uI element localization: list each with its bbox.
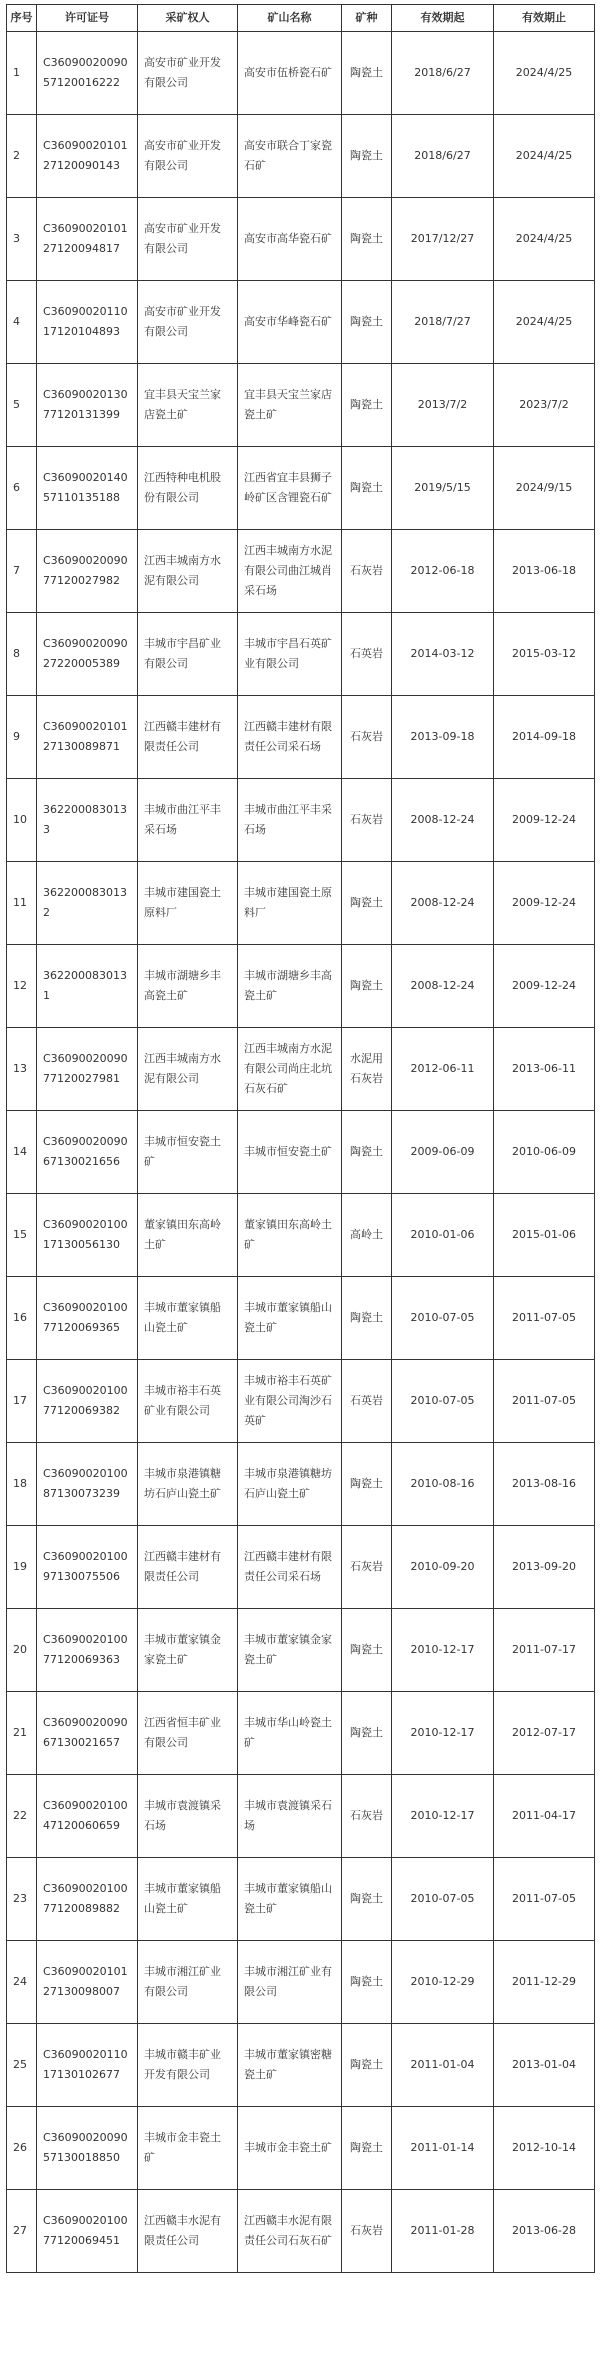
table-row — [7, 1194, 595, 1277]
cell-mine: 丰城市董家镇船山瓷土矿 — [238, 1277, 342, 1360]
cell-mine: 丰城市华山岭瓷土矿 — [238, 1692, 342, 1775]
cell-valid-from: 2011-01-04 — [392, 2024, 494, 2107]
cell-license: 3622000830131 — [37, 945, 138, 1028]
cell-mine: 江西赣丰水泥有限责任公司石灰石矿 — [238, 2190, 342, 2273]
cell-mineral: 陶瓷土 — [342, 1277, 392, 1360]
cell-license: C3609002010127120090143 — [37, 115, 138, 198]
cell-valid-to: 2013-06-11 — [494, 1028, 595, 1111]
cell-mine: 高安市华峰瓷石矿 — [238, 281, 342, 364]
cell-license: C3609002009077120027982 — [37, 530, 138, 613]
cell-holder: 丰城市曲江平丰采石场 — [138, 779, 238, 862]
table-row — [7, 115, 595, 198]
table-row — [7, 1111, 595, 1194]
cell-holder: 高安市矿业开发有限公司 — [138, 32, 238, 115]
cell-valid-to: 2015-01-06 — [494, 1194, 595, 1277]
cell-holder: 丰城市董家镇金家瓷土矿 — [138, 1609, 238, 1692]
cell-index: 4 — [7, 281, 37, 364]
cell-valid-to: 2015-03-12 — [494, 613, 595, 696]
cell-license: C3609002011017130102677 — [37, 2024, 138, 2107]
cell-index: 18 — [7, 1443, 37, 1526]
table-row — [7, 2024, 595, 2107]
cell-mineral: 石英岩 — [342, 1360, 392, 1443]
cell-license: C3609002010127120094817 — [37, 198, 138, 281]
cell-valid-to: 2011-07-05 — [494, 1277, 595, 1360]
cell-mineral: 陶瓷土 — [342, 945, 392, 1028]
cell-holder: 江西丰城南方水泥有限公司 — [138, 1028, 238, 1111]
cell-valid-from: 2008-12-24 — [392, 862, 494, 945]
cell-index: 21 — [7, 1692, 37, 1775]
cell-index: 26 — [7, 2107, 37, 2190]
cell-license: 3622000830133 — [37, 779, 138, 862]
cell-holder: 高安市矿业开发有限公司 — [138, 198, 238, 281]
cell-valid-from: 2014-03-12 — [392, 613, 494, 696]
cell-mineral: 石灰岩 — [342, 1526, 392, 1609]
header-valid-to: 有效期止 — [494, 5, 595, 32]
table-row — [7, 1609, 595, 1692]
table-row — [7, 862, 595, 945]
cell-mine: 江西省宜丰县狮子岭矿区含锂瓷石矿 — [238, 447, 342, 530]
cell-mineral: 高岭土 — [342, 1194, 392, 1277]
table-row — [7, 530, 595, 613]
table-row — [7, 1858, 595, 1941]
cell-index: 19 — [7, 1526, 37, 1609]
cell-index: 3 — [7, 198, 37, 281]
cell-mine: 丰城市湖塘乡丰高瓷土矿 — [238, 945, 342, 1028]
cell-valid-from: 2018/7/27 — [392, 281, 494, 364]
table-row — [7, 1443, 595, 1526]
cell-index: 2 — [7, 115, 37, 198]
cell-valid-from: 2012-06-18 — [392, 530, 494, 613]
cell-mineral: 陶瓷土 — [342, 447, 392, 530]
cell-holder: 江西丰城南方水泥有限公司 — [138, 530, 238, 613]
cell-license: C3609002009057120016222 — [37, 32, 138, 115]
cell-mineral: 陶瓷土 — [342, 1609, 392, 1692]
cell-holder: 丰城市袁渡镇采石场 — [138, 1775, 238, 1858]
cell-mineral: 陶瓷土 — [342, 198, 392, 281]
cell-valid-from: 2010-01-06 — [392, 1194, 494, 1277]
cell-holder: 江西特种电机股份有限公司 — [138, 447, 238, 530]
cell-index: 6 — [7, 447, 37, 530]
cell-license: C3609002009067130021656 — [37, 1111, 138, 1194]
cell-valid-from: 2010-07-05 — [392, 1277, 494, 1360]
cell-license: C3609002009077120027981 — [37, 1028, 138, 1111]
cell-license: C3609002009027220005389 — [37, 613, 138, 696]
cell-license: C3609002011017120104893 — [37, 281, 138, 364]
cell-holder: 高安市矿业开发有限公司 — [138, 281, 238, 364]
cell-valid-from: 2010-09-20 — [392, 1526, 494, 1609]
cell-index: 9 — [7, 696, 37, 779]
table-row — [7, 1941, 595, 2024]
cell-valid-from: 2011-01-14 — [392, 2107, 494, 2190]
cell-valid-to: 2011-04-17 — [494, 1775, 595, 1858]
cell-index: 1 — [7, 32, 37, 115]
table-row — [7, 32, 595, 115]
table-row — [7, 281, 595, 364]
cell-valid-from: 2019/5/15 — [392, 447, 494, 530]
cell-valid-from: 2010-12-17 — [392, 1692, 494, 1775]
cell-valid-to: 2013-08-16 — [494, 1443, 595, 1526]
table-row — [7, 613, 595, 696]
cell-valid-to: 2023/7/2 — [494, 364, 595, 447]
cell-valid-to: 2024/4/25 — [494, 32, 595, 115]
cell-index: 7 — [7, 530, 37, 613]
table-header — [7, 5, 595, 32]
cell-mineral: 陶瓷土 — [342, 1443, 392, 1526]
cell-mine: 丰城市袁渡镇采石场 — [238, 1775, 342, 1858]
cell-index: 12 — [7, 945, 37, 1028]
cell-holder: 丰城市湘江矿业有限公司 — [138, 1941, 238, 2024]
cell-mine: 丰城市宇昌石英矿业有限公司 — [238, 613, 342, 696]
table-row — [7, 447, 595, 530]
cell-holder: 江西省恒丰矿业有限公司 — [138, 1692, 238, 1775]
cell-valid-to: 2013-09-20 — [494, 1526, 595, 1609]
cell-valid-to: 2013-01-04 — [494, 2024, 595, 2107]
table-row — [7, 198, 595, 281]
cell-mine: 丰城市董家镇金家瓷土矿 — [238, 1609, 342, 1692]
cell-index: 13 — [7, 1028, 37, 1111]
cell-holder: 丰城市董家镇船山瓷土矿 — [138, 1277, 238, 1360]
cell-mineral: 石灰岩 — [342, 530, 392, 613]
cell-valid-to: 2009-12-24 — [494, 779, 595, 862]
cell-license: C3609002014057110135188 — [37, 447, 138, 530]
cell-valid-to: 2010-06-09 — [494, 1111, 595, 1194]
cell-index: 8 — [7, 613, 37, 696]
cell-holder: 丰城市泉港镇糖坊石庐山瓷土矿 — [138, 1443, 238, 1526]
cell-holder: 丰城市金丰瓷土矿 — [138, 2107, 238, 2190]
cell-holder: 丰城市宇昌矿业有限公司 — [138, 613, 238, 696]
cell-valid-to: 2024/4/25 — [494, 198, 595, 281]
cell-valid-to: 2012-07-17 — [494, 1692, 595, 1775]
cell-license: C3609002010077120069363 — [37, 1609, 138, 1692]
table-row — [7, 1028, 595, 1111]
cell-mineral: 陶瓷土 — [342, 281, 392, 364]
header-license: 许可证号 — [37, 5, 138, 32]
cell-license: C3609002010097130075506 — [37, 1526, 138, 1609]
table-row — [7, 2190, 595, 2273]
table-row — [7, 1277, 595, 1360]
table-row — [7, 779, 595, 862]
cell-mineral: 陶瓷土 — [342, 862, 392, 945]
cell-license: C3609002009057130018850 — [37, 2107, 138, 2190]
cell-index: 25 — [7, 2024, 37, 2107]
cell-valid-to: 2009-12-24 — [494, 945, 595, 1028]
cell-valid-from: 2018/6/27 — [392, 115, 494, 198]
table-row — [7, 1360, 595, 1443]
cell-mineral: 陶瓷土 — [342, 1111, 392, 1194]
cell-valid-from: 2011-01-28 — [392, 2190, 494, 2273]
cell-holder: 宜丰县天宝兰家店瓷土矿 — [138, 364, 238, 447]
cell-holder: 丰城市湖塘乡丰高瓷土矿 — [138, 945, 238, 1028]
cell-mine: 丰城市金丰瓷土矿 — [238, 2107, 342, 2190]
cell-mineral: 陶瓷土 — [342, 2024, 392, 2107]
mining-permit-table — [6, 4, 595, 2273]
cell-mine: 高安市联合丁家瓷石矿 — [238, 115, 342, 198]
cell-index: 14 — [7, 1111, 37, 1194]
cell-mine: 江西丰城南方水泥有限公司尚庄北坑石灰石矿 — [238, 1028, 342, 1111]
cell-valid-from: 2010-12-17 — [392, 1775, 494, 1858]
cell-valid-from: 2010-12-17 — [392, 1609, 494, 1692]
cell-mine: 高安市高华瓷石矿 — [238, 198, 342, 281]
cell-index: 10 — [7, 779, 37, 862]
cell-valid-to: 2024/4/25 — [494, 281, 595, 364]
cell-mineral: 石英岩 — [342, 613, 392, 696]
cell-valid-from: 2009-06-09 — [392, 1111, 494, 1194]
cell-valid-to: 2011-07-17 — [494, 1609, 595, 1692]
cell-index: 15 — [7, 1194, 37, 1277]
cell-holder: 江西赣丰水泥有限责任公司 — [138, 2190, 238, 2273]
cell-valid-from: 2008-12-24 — [392, 779, 494, 862]
cell-mine: 宜丰县天宝兰家店瓷土矿 — [238, 364, 342, 447]
table-body — [7, 32, 595, 2273]
table-row — [7, 696, 595, 779]
cell-mineral: 陶瓷土 — [342, 2107, 392, 2190]
cell-valid-from: 2010-08-16 — [392, 1443, 494, 1526]
table-row — [7, 2107, 595, 2190]
cell-holder: 江西赣丰建材有限责任公司 — [138, 696, 238, 779]
cell-license: C3609002010127130098007 — [37, 1941, 138, 2024]
cell-valid-to: 2014-09-18 — [494, 696, 595, 779]
cell-mine: 高安市伍桥瓷石矿 — [238, 32, 342, 115]
cell-holder: 高安市矿业开发有限公司 — [138, 115, 238, 198]
cell-valid-to: 2013-06-18 — [494, 530, 595, 613]
cell-mine: 江西赣丰建材有限责任公司采石场 — [238, 696, 342, 779]
cell-valid-from: 2010-07-05 — [392, 1858, 494, 1941]
cell-mineral: 石灰岩 — [342, 779, 392, 862]
table-row — [7, 1692, 595, 1775]
cell-holder: 丰城市赣丰矿业开发有限公司 — [138, 2024, 238, 2107]
cell-valid-from: 2013-09-18 — [392, 696, 494, 779]
cell-license: C3609002010127130089871 — [37, 696, 138, 779]
cell-holder: 丰城市恒安瓷土矿 — [138, 1111, 238, 1194]
cell-license: C3609002010077120069382 — [37, 1360, 138, 1443]
cell-valid-from: 2017/12/27 — [392, 198, 494, 281]
header-mineral: 矿种 — [342, 5, 392, 32]
cell-valid-to: 2012-10-14 — [494, 2107, 595, 2190]
cell-mine: 丰城市泉港镇糖坊石庐山瓷土矿 — [238, 1443, 342, 1526]
cell-valid-to: 2011-07-05 — [494, 1858, 595, 1941]
cell-holder: 董家镇田东高岭土矿 — [138, 1194, 238, 1277]
cell-index: 27 — [7, 2190, 37, 2273]
cell-license: C3609002010077120069365 — [37, 1277, 138, 1360]
cell-index: 16 — [7, 1277, 37, 1360]
cell-license: C3609002009067130021657 — [37, 1692, 138, 1775]
cell-mineral: 陶瓷土 — [342, 32, 392, 115]
cell-mineral: 水泥用石灰岩 — [342, 1028, 392, 1111]
cell-license: C3609002013077120131399 — [37, 364, 138, 447]
cell-mineral: 陶瓷土 — [342, 1858, 392, 1941]
cell-license: C3609002010047120060659 — [37, 1775, 138, 1858]
cell-valid-to: 2009-12-24 — [494, 862, 595, 945]
cell-index: 20 — [7, 1609, 37, 1692]
cell-valid-to: 2024/9/15 — [494, 447, 595, 530]
cell-valid-from: 2012-06-11 — [392, 1028, 494, 1111]
cell-mineral: 陶瓷土 — [342, 364, 392, 447]
cell-index: 23 — [7, 1858, 37, 1941]
table-row — [7, 364, 595, 447]
cell-mine: 丰城市恒安瓷土矿 — [238, 1111, 342, 1194]
cell-mine: 江西丰城南方水泥有限公司曲江城肖采石场 — [238, 530, 342, 613]
cell-mine: 丰城市董家镇密糖瓷土矿 — [238, 2024, 342, 2107]
table-row — [7, 1526, 595, 1609]
cell-mineral: 陶瓷土 — [342, 1692, 392, 1775]
cell-valid-to: 2013-06-28 — [494, 2190, 595, 2273]
cell-mine: 丰城市建国瓷土原料厂 — [238, 862, 342, 945]
cell-index: 5 — [7, 364, 37, 447]
cell-valid-to: 2011-12-29 — [494, 1941, 595, 2024]
cell-valid-from: 2018/6/27 — [392, 32, 494, 115]
cell-valid-from: 2008-12-24 — [392, 945, 494, 1028]
cell-mineral: 石灰岩 — [342, 2190, 392, 2273]
cell-mineral: 石灰岩 — [342, 696, 392, 779]
cell-mineral: 陶瓷土 — [342, 1941, 392, 2024]
cell-valid-to: 2024/4/25 — [494, 115, 595, 198]
cell-mineral: 石灰岩 — [342, 1775, 392, 1858]
header-mine: 矿山名称 — [238, 5, 342, 32]
header-holder: 采矿权人 — [138, 5, 238, 32]
cell-license: 3622000830132 — [37, 862, 138, 945]
cell-license: C3609002010077120089882 — [37, 1858, 138, 1941]
cell-mine: 丰城市裕丰石英矿业有限公司淘沙石英矿 — [238, 1360, 342, 1443]
cell-index: 17 — [7, 1360, 37, 1443]
cell-index: 24 — [7, 1941, 37, 2024]
cell-holder: 丰城市董家镇船山瓷土矿 — [138, 1858, 238, 1941]
table-row — [7, 945, 595, 1028]
cell-license: C3609002010087130073239 — [37, 1443, 138, 1526]
cell-license: C3609002010077120069451 — [37, 2190, 138, 2273]
cell-mine: 丰城市湘江矿业有限公司 — [238, 1941, 342, 2024]
cell-valid-from: 2010-12-29 — [392, 1941, 494, 2024]
cell-index: 22 — [7, 1775, 37, 1858]
cell-holder: 江西赣丰建材有限责任公司 — [138, 1526, 238, 1609]
header-row — [7, 5, 595, 32]
table-row — [7, 1775, 595, 1858]
header-valid-from: 有效期起 — [392, 5, 494, 32]
cell-holder: 丰城市裕丰石英矿业有限公司 — [138, 1360, 238, 1443]
cell-license: C3609002010017130056130 — [37, 1194, 138, 1277]
cell-valid-from: 2013/7/2 — [392, 364, 494, 447]
header-index: 序号 — [7, 5, 37, 32]
cell-valid-to: 2011-07-05 — [494, 1360, 595, 1443]
cell-index: 11 — [7, 862, 37, 945]
cell-mine: 丰城市董家镇船山瓷土矿 — [238, 1858, 342, 1941]
cell-valid-from: 2010-07-05 — [392, 1360, 494, 1443]
cell-mine: 丰城市曲江平丰采石场 — [238, 779, 342, 862]
cell-mine: 江西赣丰建材有限责任公司采石场 — [238, 1526, 342, 1609]
cell-holder: 丰城市建国瓷土原料厂 — [138, 862, 238, 945]
cell-mineral: 陶瓷土 — [342, 115, 392, 198]
cell-mine: 董家镇田东高岭土矿 — [238, 1194, 342, 1277]
